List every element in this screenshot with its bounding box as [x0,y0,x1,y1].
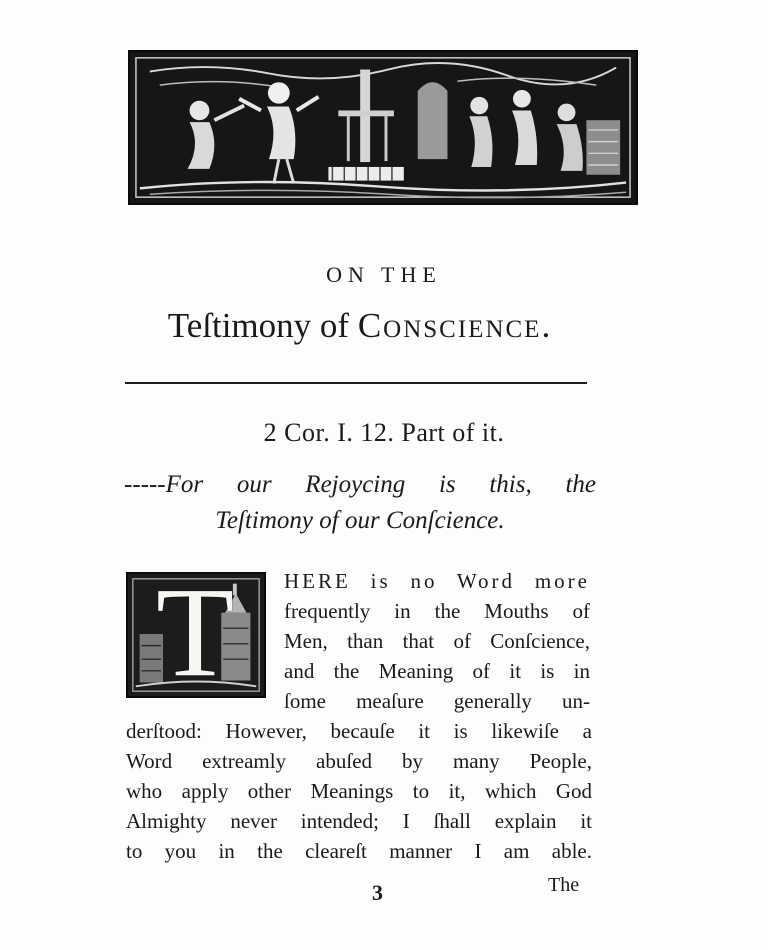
body-line: HERE is no Word more [284,569,590,593]
body-line: Men, than that of Conſcience, [284,629,590,653]
body-line: Almighty never intended; I ſhall explain it [126,809,592,833]
catchword: The [548,874,580,896]
drop-cap-woodcut [126,561,266,703]
verse-line-2: Teſtimony of our Conſcience. [215,507,505,534]
woodcut-headpiece-illustration [128,50,638,205]
page-number: 3 [372,880,383,905]
body-line: who apply other Meanings to it, which God [126,779,592,803]
body-line: derſtood: However, becauſe it is likewiſe a [126,719,592,743]
horizontal-rule [125,382,587,384]
title-kicker: ON THE [326,262,442,287]
body-line: Word extreamly abuſed by many People, [126,749,592,773]
body-line: ſome meaſure generally un- [284,689,590,713]
opening-paragraph-wide [126,716,592,866]
sermon-title [120,306,600,346]
scripture-verse [124,467,596,539]
body-line: to you in the cleareſt manner I am able. [126,839,592,863]
scripture-citation: 2 Cor. I. 12. Part of it. [263,418,505,447]
body-line: frequently in the Mouths of [284,599,590,623]
sermon-title-caps: Conscience. [357,306,553,345]
verse-line-1: -----For our Rejoycing is this, the [124,471,596,498]
opening-paragraph-narrow [284,566,590,716]
body-line: and the Meaning of it is in [284,659,590,683]
drop-cap-letter: T [156,561,235,703]
sermon-title-main: Teſtimony of [167,306,350,345]
